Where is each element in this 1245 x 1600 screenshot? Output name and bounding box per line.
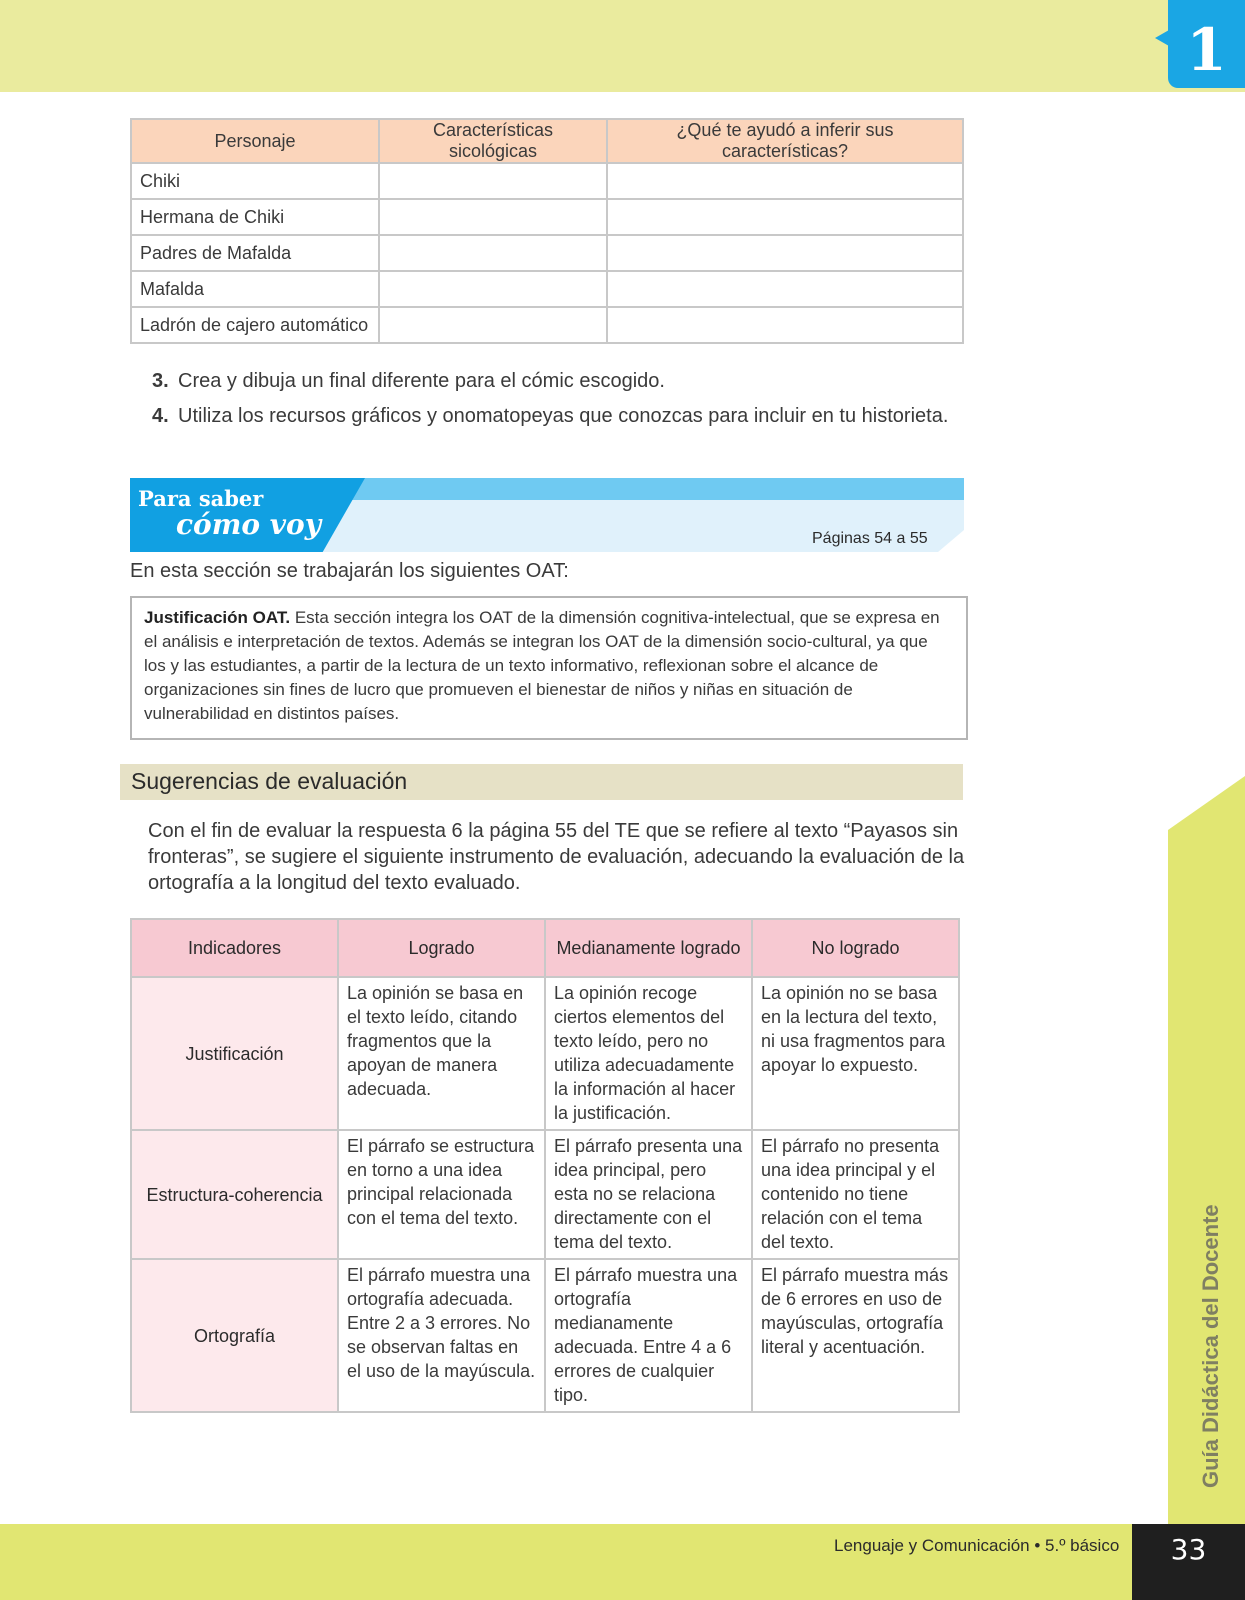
empty-cell: [607, 199, 963, 235]
empty-cell: [379, 307, 607, 343]
rubric-header: Indicadores: [131, 919, 338, 977]
table-row: [131, 307, 963, 343]
rubric-header: Medianamente logrado: [545, 919, 752, 977]
chapter-tab-notch: [1155, 30, 1169, 46]
rubric-cell-medianamente: La opinión recoge ciertos elementos del texto leído, pero no utiliza adecuadamente la información al hacer la justificación.: [545, 977, 752, 1130]
table-row: [131, 271, 963, 307]
banner-folded-corner: [938, 530, 964, 552]
character-name: Padres de Mafalda: [131, 235, 379, 271]
rubric-header: No logrado: [752, 919, 959, 977]
table-row: [131, 235, 963, 271]
character-name: Ladrón de cajero automático: [131, 307, 379, 343]
character-name: Chiki: [131, 163, 379, 199]
empty-cell: [607, 307, 963, 343]
oat-intro: En esta sección se trabajarán los siguientes OAT:: [130, 560, 569, 582]
instruction-number: 3.: [152, 370, 169, 392]
character-name: Hermana de Chiki: [131, 199, 379, 235]
evaluation-text: Con el fin de evaluar la respuesta 6 la página 55 del TE que se refiere al texto “Payasos sin fronteras”, se sugiere el siguiente instrumento de evaluación, adecuando la evaluación de la ortografía a la longitud del texto evaluado.: [148, 820, 965, 894]
rubric-cell-medianamente: El párrafo muestra una ortografía medianamente adecuada. Entre 4 a 6 errores de cualquier tipo.: [545, 1259, 752, 1412]
characters-table: [130, 118, 964, 344]
table-header: ¿Qué te ayudó a inferir sus características?: [607, 119, 963, 163]
empty-cell: [379, 163, 607, 199]
instruction-number: 4.: [152, 405, 169, 427]
evaluation-title: Sugerencias de evaluación: [131, 768, 408, 794]
table-header: Personaje: [131, 119, 379, 163]
character-name: Mafalda: [131, 271, 379, 307]
instruction-item: [152, 405, 948, 428]
empty-cell: [379, 235, 607, 271]
rubric-cell-logrado: La opinión se basa en el texto leído, citando fragmentos que la apoyan de manera adecuada.: [338, 977, 545, 1130]
banner-stripe: [330, 478, 964, 500]
empty-cell: [607, 163, 963, 199]
table-row: [131, 163, 963, 199]
empty-cell: [379, 199, 607, 235]
rubric-cell-logrado: El párrafo se estructura en torno a una idea principal relacionada con el tema del texto.: [338, 1130, 545, 1259]
oat-justification-box: [130, 596, 968, 740]
instruction-item: [152, 370, 665, 393]
evaluation-rubric-table: [130, 918, 960, 1413]
top-band: [0, 0, 1245, 92]
empty-cell: [379, 271, 607, 307]
table-row: [131, 199, 963, 235]
rubric-cell-medianamente: El párrafo presenta una idea principal, pero esta no se relaciona directamente con el tema del texto.: [545, 1130, 752, 1259]
table-header: Características sicológicas: [379, 119, 607, 163]
rubric-row: [131, 1259, 959, 1412]
rubric-row: [131, 1130, 959, 1259]
footer-text: Lenguaje y Comunicación • 5.º básico: [834, 1536, 1120, 1555]
instruction-text: Crea y dibuja un final diferente para el cómic escogido.: [178, 370, 665, 392]
empty-cell: [607, 235, 963, 271]
section-title-line1: Para saber: [138, 486, 264, 511]
rubric-indicator: Estructura-coherencia: [131, 1130, 338, 1259]
table-header-row: [131, 119, 963, 163]
instruction-text: Utiliza los recursos gráficos y onomatopeyas que conozcas para incluir en tu historieta.: [178, 405, 949, 427]
page-number: 33: [1132, 1524, 1245, 1600]
section-title-line2: cómo voy: [176, 508, 321, 541]
rubric-row: [131, 977, 959, 1130]
rubric-header: Logrado: [338, 919, 545, 977]
section-pages: Páginas 54 a 55: [812, 530, 928, 547]
oat-text: Esta sección integra los OAT de la dimensión cognitiva-intelectual, que se expresa en el análisis e interpretación de textos. Además se integran los OAT de la dimensión socio-cultural, ya que los y las estudiantes, a partir de la lectura de un texto informativo, reflexionan sobre el alcance de organizaciones sin fines de lucro que promueven el bienestar de niños y niñas en situación de vulnerabilidad en distintos países.: [144, 608, 940, 723]
rubric-cell-no-logrado: El párrafo muestra más de 6 errores en uso de mayúsculas, ortografía literal y acentuación.: [752, 1259, 959, 1412]
chapter-number: 1: [1168, 0, 1245, 88]
rubric-cell-no-logrado: La opinión no se basa en la lectura del texto, ni usa fragmentos para apoyar lo expuesto.: [752, 977, 959, 1130]
side-title: Guía Didáctica del Docente: [1198, 1204, 1223, 1488]
empty-cell: [607, 271, 963, 307]
rubric-indicator: Justificación: [131, 977, 338, 1130]
rubric-indicator: Ortografía: [131, 1259, 338, 1412]
oat-label: Justificación OAT.: [144, 608, 291, 627]
rubric-header-row: [131, 919, 959, 977]
rubric-cell-logrado: El párrafo muestra una ortografía adecuada. Entre 2 a 3 errores. No se observan faltas en el uso de la mayúscula.: [338, 1259, 545, 1412]
rubric-cell-no-logrado: El párrafo no presenta una idea principal y el contenido no tiene relación con el tema del texto.: [752, 1130, 959, 1259]
